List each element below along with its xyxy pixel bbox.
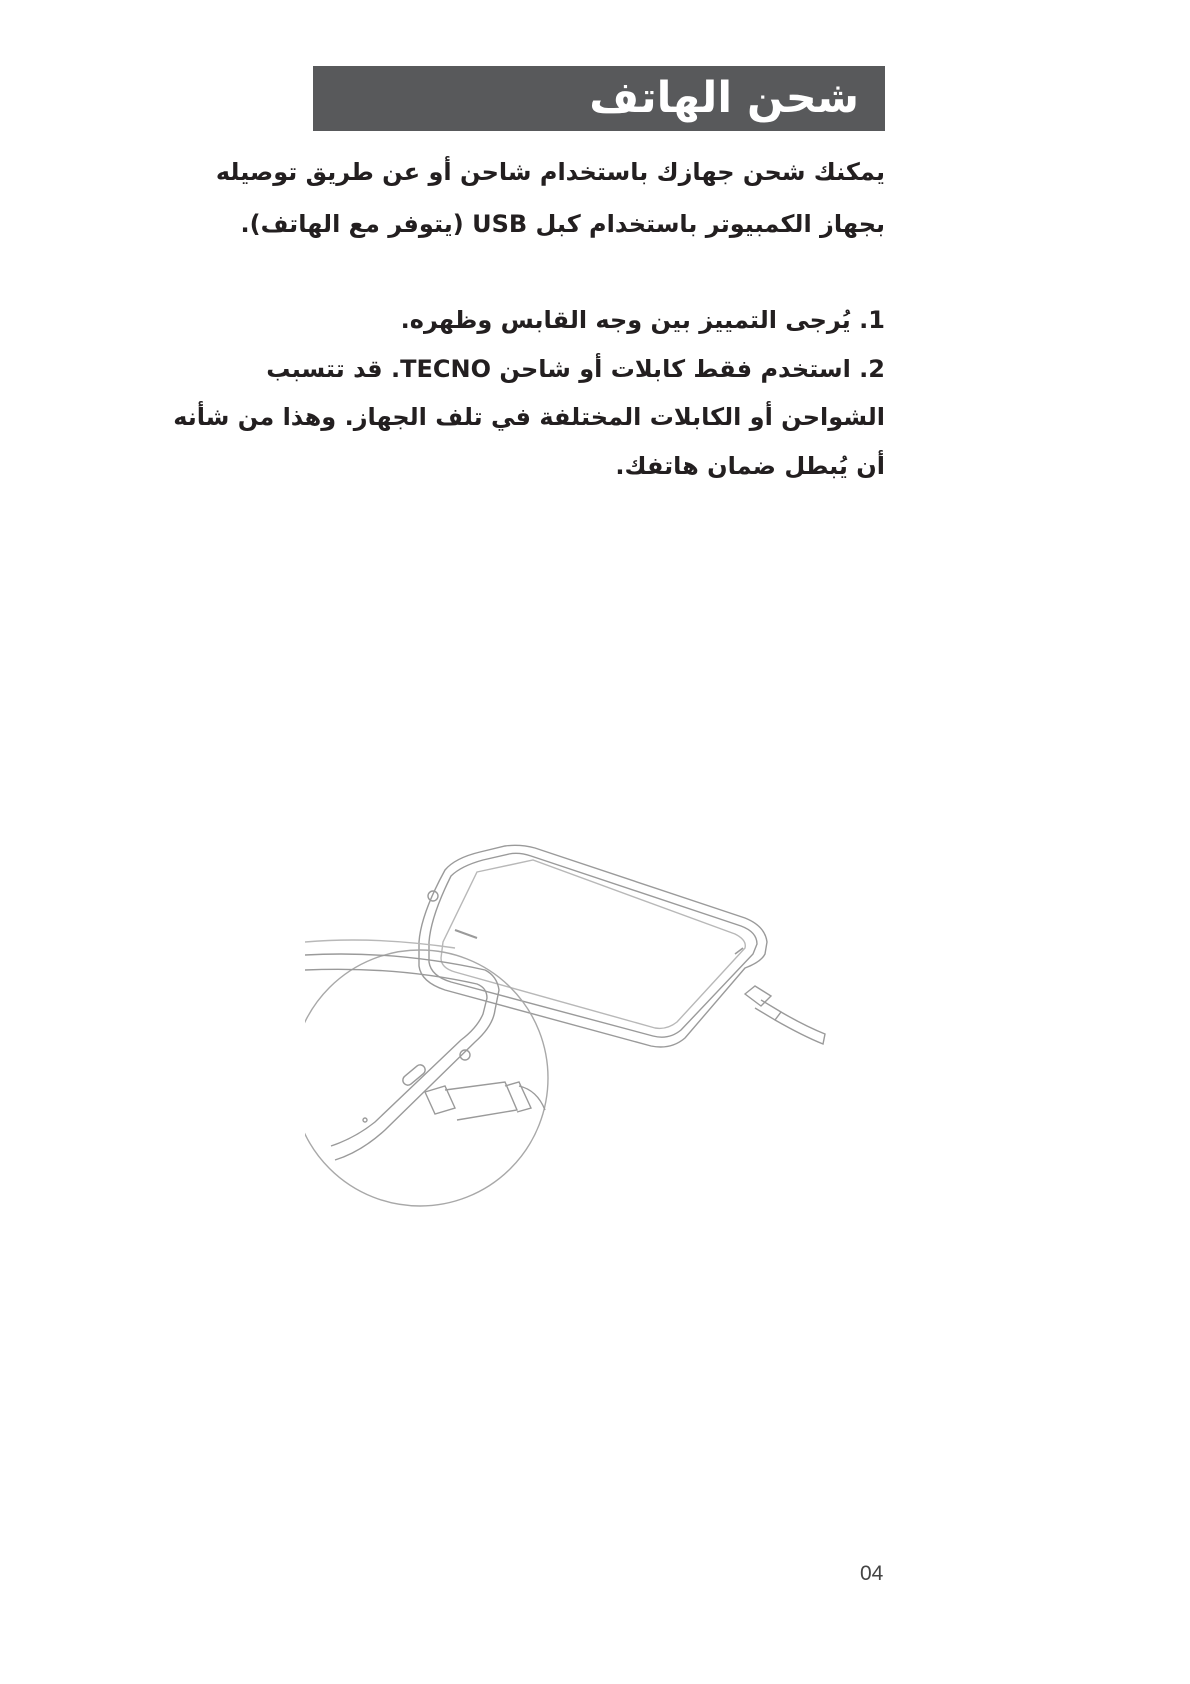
intro-line-2: بجهاز الكمبيوتر باستخدام كبل USB (يتوفر مع الهاتف).: [240, 210, 885, 238]
note-item-2-line-2: الشواحن أو الكابلات المختلفة في تلف الجهاز. وهذا من شأنه: [173, 403, 885, 431]
intro-line-1: يمكنك شحن جهازك باستخدام شاحن أو عن طريق توصيله: [215, 158, 885, 186]
title-bar: [313, 66, 885, 131]
phone-charging-usb-illustration: [305, 830, 895, 1280]
page-title: شحن الهاتف: [589, 73, 859, 123]
note-item-2-line-3: أن يُبطل ضمان هاتفك.: [615, 452, 885, 480]
page-number: 04: [860, 1562, 884, 1585]
usb-plug-icon: [425, 1082, 545, 1120]
usb-port-icon: [401, 1063, 427, 1087]
phone-outline-icon: [419, 845, 767, 1047]
note-item-2-line-1: 2. استخدم فقط كابلات أو شاحن TECNO. قد تتسبب: [266, 355, 885, 383]
zoom-detail-circle: [305, 950, 548, 1206]
usb-cable-icon: [745, 986, 825, 1044]
note-item-1: 1. يُرجى التمييز بين وجه القابس وظهره.: [400, 306, 885, 334]
